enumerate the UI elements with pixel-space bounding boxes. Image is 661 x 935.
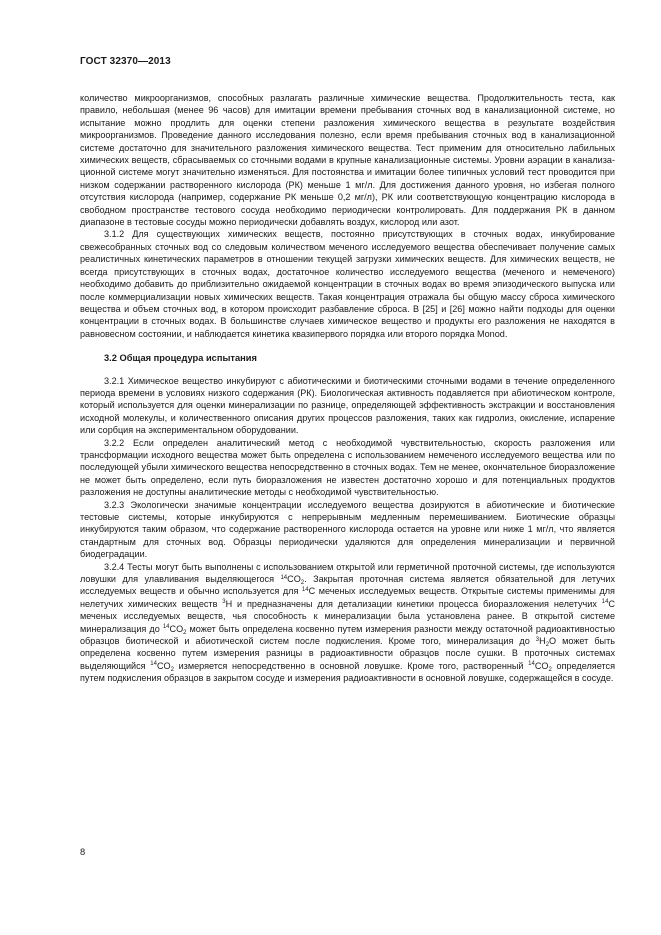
text-run: 3.2.4 Тесты могут быть выполнены с использованием открытой или герметичной проточной системы, где используются ловушки для улавливания выделяющегося <box>80 561 615 585</box>
isotope-superscript: 14 <box>280 574 288 581</box>
subscript: 2 <box>170 666 174 673</box>
isotope-superscript: 14 <box>150 661 157 668</box>
isotope-superscript: 14 <box>528 661 535 668</box>
text-run: . Закрытая проточная система является обязательной для летучих исследуемых веществ и обычно используется для <box>80 574 615 597</box>
text-run: измеряется непосредственно в основной ловушке. Кроме того, растворенный <box>173 660 529 671</box>
subscript: 2 <box>183 629 187 636</box>
paragraph-3-2-2: 3.2.2 Если определен аналитический метод с необходимой чувствительностью, скорость разложения или трансформации исходного вещества может быть определена с использованием немеченого исследуемого вещества или по последующей убыли химического вещества непосредственно в сточных водах. Тем не менее, окончательное биоразложение не может быть определено, если путь биоразложения не известен достаточно хорошо и для потенциальных продуктов разложения не доступны аналитические методы с необходимой чувствительностью. <box>80 437 615 498</box>
text-run: может быть определена косвенно путем измерения разности между остаточной радиоактивностью образцов биотической и абиотической систем после подкисления. Кроме того, минерализация до <box>80 623 615 647</box>
section-heading-3-2: 3.2 Общая процедура испытания <box>104 353 257 364</box>
text-run: С меченых исследуемых веществ, чья способность к минерализации была установлена ранее. В открытой системе минерализация до <box>80 598 615 634</box>
text-run: CO <box>169 623 184 634</box>
text-run: H <box>539 636 546 647</box>
paragraph-continuation: количество микроорганизмов, способных разлагать различные химические вещества. Продолжительность теста, как правило, небольшая (менее 96 часов) для имитации времени пребывания сточных вод в канализационной системе, но испытание можно продлить для оценки степени разложения химического вещества в результате воздействия микроорганизмов. Проведение данного исследования полезно, если время пребывания сточных вод в канализационной системе достаточно для значительного разложения химического вещества. Тест применим для относительно лабильных химических веществ, сбрасываемых со сточными водами в крупные канализационные системы. Уровни аэрации в канализационной системе могут значительно изменяться. Для постоянства и имитации более типичных условий тест проводится при низком содержании растворенного кислорода (РК) меньше 1 мг/л. Для достижения данного уровня, но избегая полного отсутствия кислорода (например, содержание РК меньше 0,2 мг/л), РК или соответствующую концентрацию кислорода в свободном пространстве тестового сосуда необходимо периодически контролировать. Для поддержания РК в данном диапазоне в тестовые сосуды можно периодически добавлять воздух, кислород или азот. <box>80 93 615 228</box>
subscript: 2 <box>300 580 305 587</box>
text-run: CO <box>287 574 301 585</box>
text-run: CO <box>534 660 549 671</box>
isotope-superscript: 3 <box>222 599 226 606</box>
subscript: 2 <box>545 642 550 649</box>
standard-code-header: ГОСТ 32370—2013 <box>80 56 171 67</box>
paragraph-3-2-4 <box>80 561 615 685</box>
isotope-superscript: 14 <box>601 599 609 606</box>
subscript: 2 <box>548 666 552 673</box>
paragraph-3-1-2: 3.1.2 Для существующих химических веществ, постоянно присутствующих в сточных водах, инкубирование свежесобранных сточных вод со следовым количеством меченого исследуемого вещества обеспечивает получение самых реалистичных кинетических параметров в отношении текущей загрузки химических веществ. Для химических веществ, не всегда присутствующих в сточных водах, достаточное количество исследуемого вещества (меченого и немеченого) необходимо добавить до приблизительно ожидаемой концентрации в сточных водах во время эпизодического выпуска или после коммерциализации новых химических веществ. Такая концентрация отражала бы общую массу сброса химического вещества и объем сточных вод, в котором происходит разбавление сброса. В [25] и [26] можно найти подходы для оценки концентрации в сточных водах. В большинстве случаев химическое вещество и продукты его разложения не находятся в равновесном состоянии, и наблюдается кинетика квазипервого порядка или второго порядка Monod. <box>80 229 615 339</box>
text-run: определяется путем подкисления образцов в закрытом сосуде и измерения радиоактивности в основной ловушке, содержащейся в сосуде. <box>80 660 615 684</box>
paragraph-3-2-3: 3.2.3 Экологически значимые концентрации исследуемого вещества дозируются в абиотические и биотические тестовые системы, которые инкубируются с непрерывным медленным перемешиванием. Биотические образцы инкубируются таким образом, что содержание растворенного кислорода остается на уровне или ниже 1 мг/л, что является стандартным для сточных вод. Образцы периодически удаляются для определения минерализации и первичной биодеградации. <box>80 499 615 560</box>
isotope-superscript: 14 <box>162 624 170 631</box>
paragraph-3-2-1: 3.2.1 Химическое вещество инкубируют с абиотическими и биотическими сточными водами в течение определенного периода времени в условиях низкого содержания (РК). Биологическая активность подавляется при абиотическом контроле, который используется для оценки минерализации по разнице, определяющей эффективность экстракции и восстановления исходной молекулы, и количественного описания других процессов разложения, таких как гидролиз, окисление, испарение или сорбция на экспериментальном оборудовании. <box>80 375 615 436</box>
text-run: О может быть определена косвенно путем измерения разницы в радиоактивности образцов после сушки. В проточных системах выделяющийся <box>80 636 615 671</box>
text-run: С меченых исследуемых веществ. Открытые системы применимы для нелетучих химических веществ <box>80 586 615 609</box>
text-run: Н и предназначены для детализации кинетики процесса биоразложения нелетучих <box>225 598 602 609</box>
body-text <box>80 92 615 685</box>
text-run: CO <box>156 660 171 671</box>
isotope-superscript: 14 <box>301 586 309 593</box>
isotope-superscript: 3 <box>535 636 540 643</box>
page-number: 8 <box>80 847 86 857</box>
